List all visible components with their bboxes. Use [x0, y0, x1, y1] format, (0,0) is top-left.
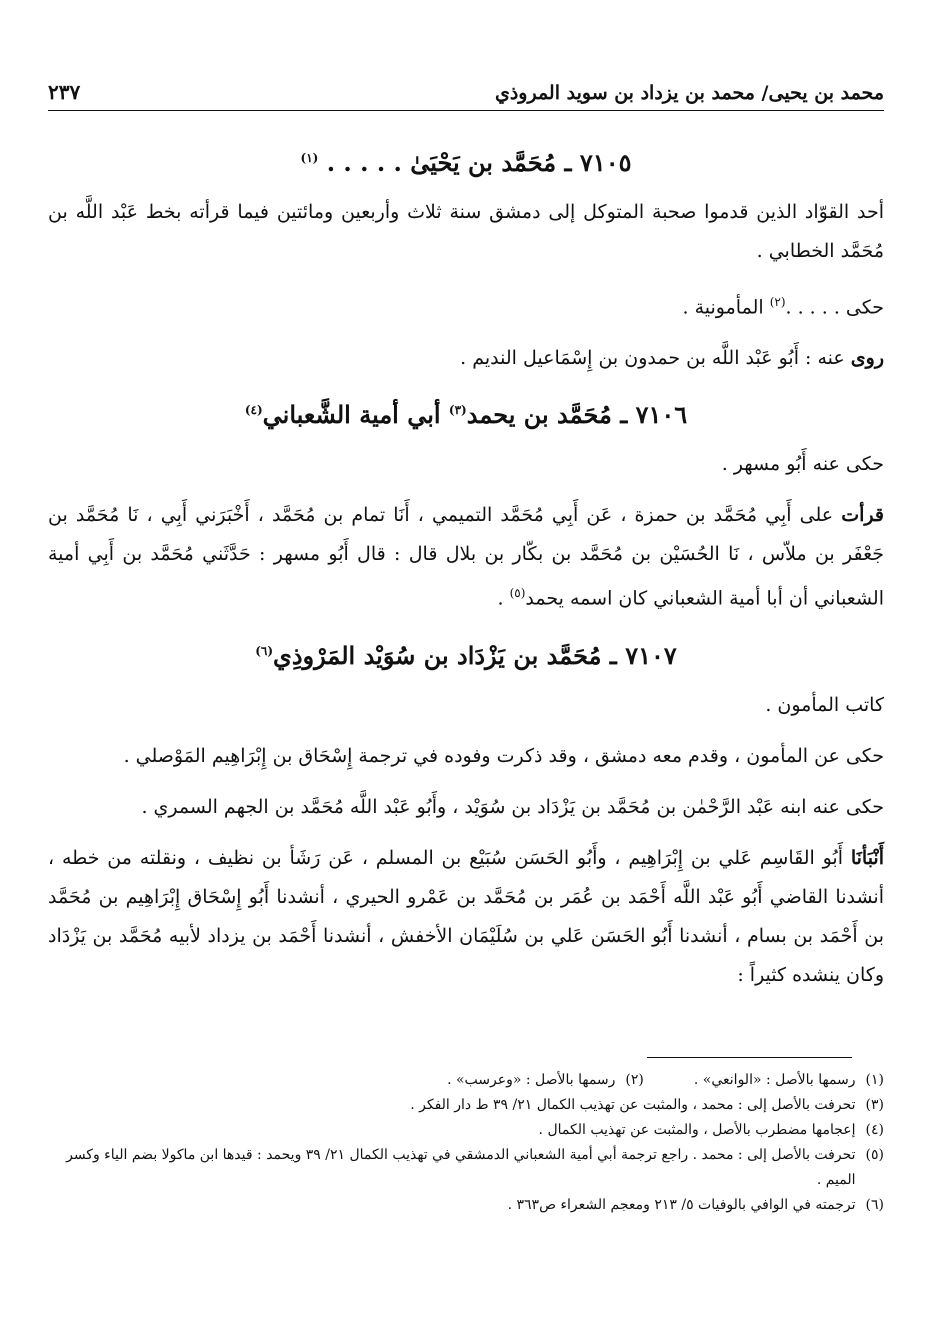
footnote-ref: (١): [300, 151, 319, 165]
narration-label: روى: [850, 347, 884, 370]
footnotes: [48, 1068, 884, 1218]
paragraph-text: أَبُو القَاسِم عَلي بن إِبْرَاهِيم ، وأَبُو الحَسَن سُبَيْع بن المسلم ، عَن رَشَأ بن نظيف ، ونقلته من خطه ، أنشدنا القاضي أَبُو عَبْد اللَّه أَحْمَد بن عُمَر بن مُحَمَّد بن عَمْرو الحيري ، أنشدنا أَبُو إِسْحَاق إِبْرَاهِيم بن مُحَمَّد بن أَحْمَد بن بسام ، أنشدنا أَبُو الحَسَن عَلي بن سُلَيْمَان الأخفش ، أنشدنا أَحْمَد بن يزداد لأبيه مُحَمَّد بن يَزْدَاد وكان ينشده كثيراً :: [48, 846, 884, 986]
paragraph: [48, 496, 884, 618]
paragraph: أحد القوّاد الذين قدموا صحبة المتوكل إلى دمشق سنة ثلاث وأربعين ومائتين فيما قرأته بخط عَبْد اللَّه بن مُحَمَّد الخطابي .: [48, 201, 884, 262]
footnote-number: (٥): [865, 1147, 884, 1163]
paragraph: [48, 839, 884, 995]
paragraph-text: حكى . . . . .: [785, 296, 884, 319]
footnote-text: رسمها بالأصل : «وعرسب» .: [447, 1072, 616, 1088]
footnote-ref: (٣): [448, 403, 467, 418]
footnote-line: [48, 1143, 884, 1193]
entry-heading-text: ٧١٠٦ ـ مُحَمَّد بن يحمد: [466, 400, 688, 430]
paragraph-text: عنه : أَبُو عَبْد اللَّه بن حمدون بن إِسْمَاعيل النديم .: [460, 347, 845, 370]
footnote-number: (٤): [865, 1122, 884, 1138]
entry-heading-text: أبي أمية الشَّعباني: [262, 400, 441, 430]
page-number: ٢٣٧: [48, 80, 81, 104]
paragraph-text: على أَبِي مُحَمَّد بن حمزة ، عَن أَبِي مُحَمَّد التميمي ، أَنَا تمام بن مُحَمَّد ، أَخْبَرَني أَبِي ، نَا مُحَمَّد بن جَعْفَر بن ملاّس ، نَا الحُسَيْن بن مُحَمَّد بن بكّار بن بلال قال : قال أَبُو مسهر : حَدَّثَني مُحَمَّد بن أَبِي أمية الشعباني أن أبا أمية الشعباني كان اسمه يحمد: [48, 504, 884, 610]
footnote-number: (٣): [865, 1097, 884, 1113]
footnote-rule: [647, 1057, 852, 1058]
paragraph-text: .: [497, 587, 510, 610]
footnote-ref: (٤): [244, 403, 263, 418]
footnote-number: (١): [865, 1072, 884, 1088]
footnote-ref: (٦): [255, 643, 274, 658]
footnote-ref: (٢): [769, 295, 786, 309]
paragraph-text: المأمونية .: [682, 296, 764, 319]
paragraph: [48, 283, 884, 327]
footnote-number: (٦): [865, 1197, 884, 1213]
footnote-text: ترجمته في الوافي بالوفيات ٥/ ٢١٣ ومعجم الشعراء ص٣٦٣ .: [507, 1197, 856, 1213]
footnote-line: [48, 1118, 884, 1143]
entry-heading-text: ٧١٠٧ ـ مُحَمَّد بن يَزْدَاد بن سُوَيْد المَرْوذِي: [273, 640, 677, 670]
entry-heading-7106: [48, 390, 884, 435]
paragraph: حكى عنه أَبُو مسهر .: [721, 453, 884, 476]
entry-heading-7105: [48, 138, 884, 183]
paragraph: كاتب المأمون .: [765, 693, 884, 716]
page-body: [48, 138, 884, 1007]
footnote-ref: (٥): [509, 586, 526, 601]
footnote-line: [48, 1193, 884, 1218]
footnote-line: [48, 1093, 884, 1118]
paragraph: حكى عن المأمون ، وقدم معه دمشق ، وقد ذكرت وفوده في ترجمة إِسْحَاق بن إِبْرَاهِيم المَوْصلي .: [123, 744, 884, 767]
entry-heading-7107: [48, 631, 884, 676]
paragraph: [48, 339, 884, 378]
footnote-line: [48, 1068, 884, 1093]
running-title: محمد بن يحيى/ محمد بن يزداد بن سويد المروذي: [494, 82, 884, 104]
footnote-text: تحرفت بالأصل إلى : محمد ، والمثبت عن تهذيب الكمال ٢١/ ٣٩ ط دار الفكر .: [410, 1097, 856, 1113]
narration-label: قرأت: [841, 504, 884, 527]
narration-label: أَنْبَأنَا: [850, 846, 884, 869]
footnote-text: إعجامها مضطرب بالأصل ، والمثبت عن تهذيب الكمال .: [538, 1122, 856, 1138]
footnote-number: (٢): [625, 1072, 644, 1088]
entry-heading-text: ٧١٠٥ ـ مُحَمَّد بن يَحْيَىٰ . . . . .: [326, 148, 632, 177]
footnote-text: رسمها بالأصل : «الوانعي» .: [693, 1072, 856, 1088]
footnote-text: تحرفت بالأصل إلى : محمد . راجع ترجمة أبي أمية الشعباني الدمشقي في تهذيب الكمال ٢١/ ٣٩ ويحمد : قيدها ابن ماكولا بضم الياء وكسر الميم .: [66, 1147, 856, 1188]
page-header: [48, 64, 884, 111]
paragraph: حكى عنه ابنه عَبْد الرَّحْمٰن بن مُحَمَّد بن يَزْدَاد بن سُوَيْد ، وأَبُو عَبْد اللَّه مُحَمَّد بن الجهم السمري .: [141, 795, 884, 818]
